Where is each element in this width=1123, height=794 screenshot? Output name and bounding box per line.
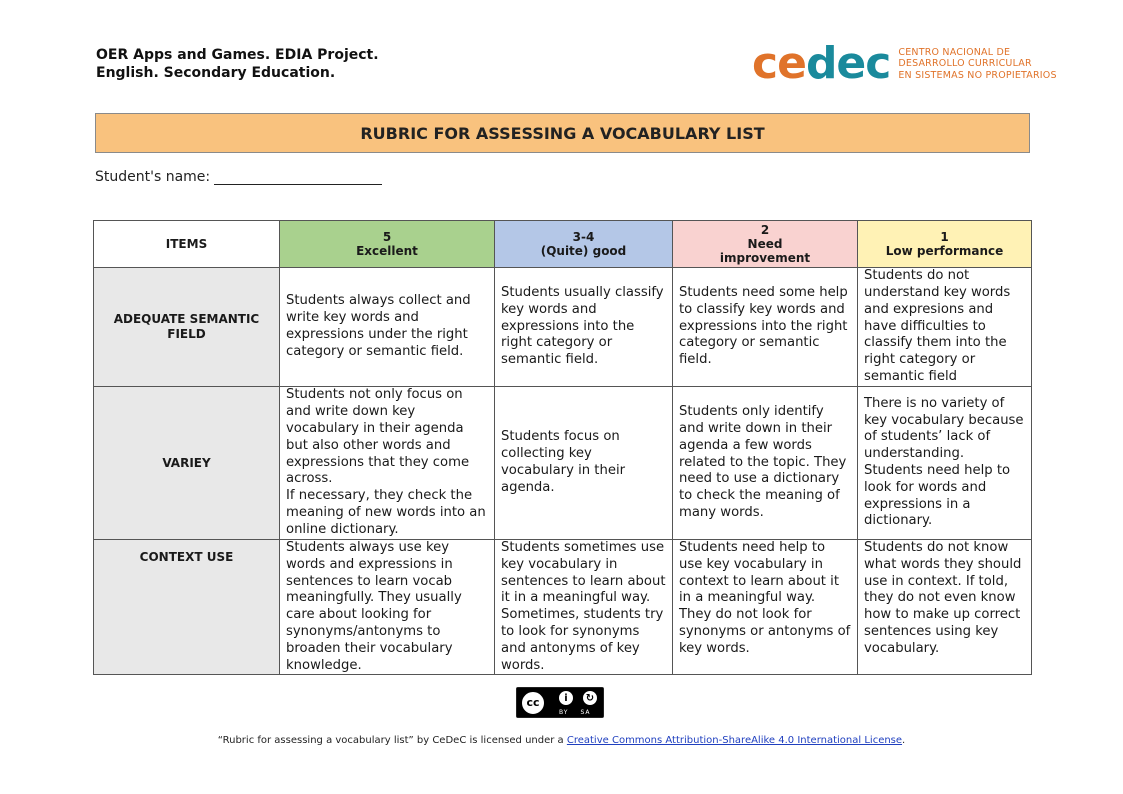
header-line-1: OER Apps and Games. EDIA Project. — [96, 47, 379, 63]
student-name-label: Student's name: — [95, 169, 211, 185]
header-score-3-4 — [495, 221, 673, 268]
rubric-row-semantic-field — [94, 268, 1032, 387]
logo-subtitle — [898, 47, 1056, 82]
logo-subtitle-3: EN SISTEMAS NO PROPIETARIOS — [898, 69, 1057, 81]
footer-end: . — [902, 735, 906, 746]
rubric-title: RUBRIC FOR ASSESSING A VOCABULARY LIST — [95, 113, 1030, 153]
cedec-logo — [752, 38, 1057, 89]
header-line-2: English. Secondary Education. — [96, 65, 336, 81]
header-score-5-number: 5 — [382, 230, 392, 244]
logo-wordmark — [752, 38, 891, 89]
student-name-blank[interactable] — [214, 170, 382, 185]
license-footer — [0, 735, 1123, 746]
logo-subtitle-1: CENTRO NACIONAL DE — [898, 46, 1011, 58]
cell-semantic-2: Students need some help to classify key words and expressions into the right category or semantic field. — [673, 268, 858, 387]
cc-sa-label: SA — [580, 709, 591, 716]
header-score-5 — [280, 221, 495, 268]
cell-context-2: Students need help to use key vocabulary in context to learn about it in a meaningful way. They do not look for synonyms or antonyms of key words. — [673, 540, 858, 675]
cell-semantic-1: Students do not understand key words and expresions and have difficulties to classify them into the right category or semantic field — [858, 268, 1032, 387]
cell-context-1: Students do not know what words they should use in context. If told, they do not even know how to make up correct sentences using key vocabulary. — [858, 540, 1032, 675]
header-score-5-label: Excellent — [356, 244, 418, 258]
footer-text: “Rubric for assessing a vocabulary list” by CeDeC is licensed under a — [217, 735, 564, 746]
student-name-field — [95, 169, 382, 185]
cell-variety-3-4: Students focus on collecting key vocabulary in their agenda. — [495, 387, 673, 540]
logo-subtitle-2: DESARROLLO CURRICULAR — [898, 58, 1032, 70]
document-header — [96, 46, 379, 82]
header-items: ITEMS — [94, 221, 280, 268]
cell-context-5: Students always use key words and expressions in sentences to learn vocab meaningfully. They usually care about looking for synonyms/antonyms to broaden their vocabulary knowledge. — [280, 540, 495, 675]
cc-labels — [559, 709, 590, 716]
logo-dec: dec — [805, 38, 891, 89]
header-score-3-4-number: 3-4 — [572, 230, 595, 244]
header-score-1 — [858, 221, 1032, 268]
cell-variety-2: Students only identify and write down in their agenda a few words related to the topic. They need to use a dictionary to check the meaning of many words. — [673, 387, 858, 540]
license-link[interactable]: Creative Commons Attribution-ShareAlike 4.0 International License — [566, 735, 903, 746]
cc-by-sa-panel — [549, 688, 603, 717]
cell-semantic-3-4: Students usually classify key words and expressions into the right category or semantic field. — [495, 268, 673, 387]
cc-icon: cc — [520, 690, 546, 716]
cc-icon-container — [517, 688, 549, 717]
rubric-table — [93, 220, 1032, 675]
attribution-icon: i — [557, 689, 575, 707]
cell-variety-5: Students not only focus on and write down key vocabulary in their agenda but also other words and expressions that they come across. If necessary, they check the meaning of new words into an online dictionary. — [280, 387, 495, 540]
logo-ce: ce — [752, 38, 806, 89]
item-context-use: CONTEXT USE — [94, 540, 280, 675]
header-score-1-label: Low performance — [885, 244, 1004, 258]
header-score-2-label: Need — [747, 237, 783, 251]
header-score-2 — [673, 221, 858, 268]
cc-by-label: BY — [559, 709, 569, 716]
item-variety: VARIEY — [94, 387, 280, 540]
header-score-3-4-label: (Quite) good — [540, 244, 627, 258]
header-score-1-number: 1 — [940, 230, 949, 244]
cell-context-3-4: Students sometimes use key vocabulary in sentences to learn about it in a meaningful way. Sometimes, students try to look for synonyms and antonyms of key words. — [495, 540, 673, 675]
header-score-2-number: 2 — [760, 223, 770, 237]
header-score-2-label-2: improvement — [719, 251, 811, 265]
rubric-row-context-use — [94, 540, 1032, 675]
rubric-row-variety — [94, 387, 1032, 540]
rubric-header-row — [94, 221, 1032, 268]
cell-variety-1: There is no variety of key vocabulary because of students’ lack of understanding. Students need help to look for words and expressions in a dictionary. — [858, 387, 1032, 540]
item-semantic-field: ADEQUATE SEMANTIC FIELD — [94, 268, 280, 387]
cell-semantic-5: Students always collect and write key words and expressions under the right category or semantic field. — [280, 268, 495, 387]
share-alike-icon: ↻ — [581, 689, 599, 707]
cc-license-badge[interactable] — [516, 687, 604, 718]
cc-icon-row — [557, 689, 599, 707]
